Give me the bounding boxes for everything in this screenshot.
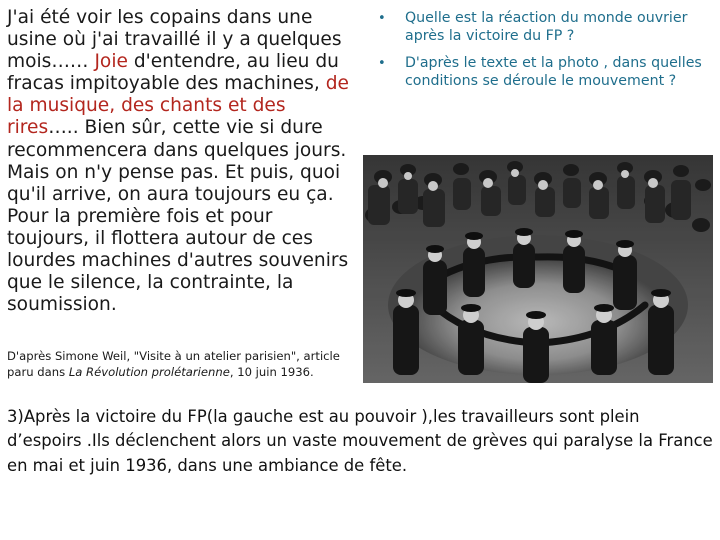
bullet-icon: • [378, 11, 386, 26]
quote-highlight-music: de la musique, des chants et des rires [7, 73, 349, 139]
quote-part-3: ….. Bien sûr, cette vie si dure recommencera dans quelques jours. Mais on n'y pense pas. Et puis, quoi qu'il arrive, on aura toujours eu ça. Pour la première fois et pour toujours, il flottera autour de ces lourdes machines d'autres souvenirs que le silence, la contrainte, la soumission. [7, 117, 349, 316]
photo-illustration [363, 155, 713, 383]
historical-photo [363, 155, 713, 383]
question-text: D'après le texte et la photo , dans quelles conditions se déroule le mouvement ? [405, 55, 702, 89]
quote-part-1: J'ai été voir les copains dans une usine où j'ai travaillé il y a quelques mois…… [7, 7, 342, 73]
quote-highlight-joy: Joie [94, 51, 128, 73]
question-text: Quelle est la réaction du monde ouvrier après la victoire du FP ? [405, 10, 688, 44]
question-list [372, 10, 712, 100]
source-suffix: , 10 juin 1936. [229, 365, 314, 379]
bullet-icon: • [378, 56, 386, 71]
question-item [372, 10, 712, 45]
quote-source [7, 348, 357, 380]
answer-text: 3)Après la victoire du FP(la gauche est au pouvoir ),les travailleurs sont plein d’espoirs .Ils déclenchent alors un vaste mouvement de grèves qui paralyse la France en mai et juin 1936, dans une ambiance de fête. [7, 407, 713, 475]
source-prefix: D'après Simone Weil, "Visite à un atelier parisien", article paru dans [7, 349, 340, 379]
quote-text [7, 7, 357, 316]
question-item [372, 55, 712, 90]
quote-part-2: d'entendre, au lieu du fracas impitoyable des machines, [7, 51, 339, 95]
source-journal: La Révolution prolétarienne [68, 365, 230, 379]
